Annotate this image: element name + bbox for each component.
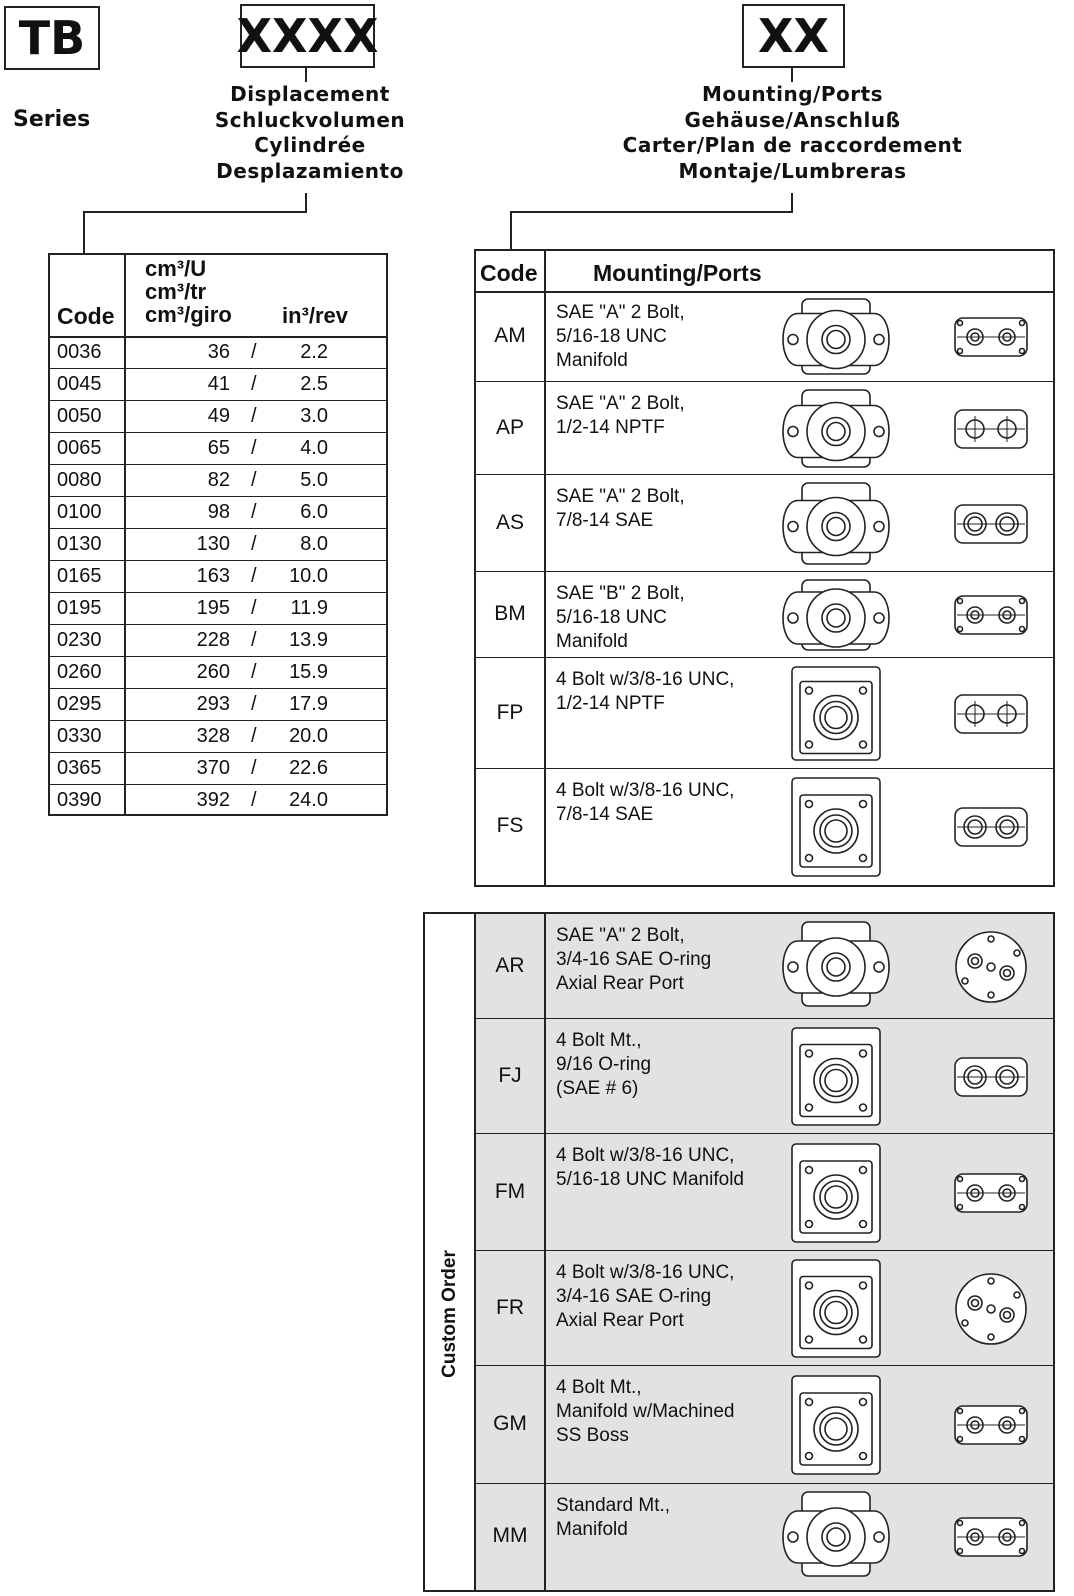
axial-port-icon	[951, 1273, 1031, 1345]
row-separator: /	[251, 789, 257, 811]
table-row	[50, 624, 386, 657]
row-code: 0230	[57, 629, 102, 651]
table-row	[476, 475, 1053, 572]
description-line: SAE "A" 2 Bolt,	[556, 302, 685, 323]
description-line: Standard Mt.,	[556, 1495, 671, 1516]
row-code: 0365	[57, 757, 102, 779]
displacement-table	[48, 253, 388, 816]
row-in3: 24.0	[289, 789, 328, 811]
port-plate-icon	[951, 1054, 1031, 1100]
row-separator: /	[251, 341, 257, 363]
description-line: Axial Rear Port	[556, 1310, 684, 1331]
port-plate-icon	[951, 406, 1031, 452]
port-plate-icon	[951, 1170, 1031, 1216]
table-row	[50, 560, 386, 593]
row-code: AS	[495, 510, 524, 534]
row-cm3: 130	[196, 533, 230, 555]
description-line: 4 Bolt w/3/8-16 UNC,	[556, 1145, 735, 1166]
table-row	[50, 528, 386, 561]
row-description	[556, 1029, 651, 1101]
connector-line	[791, 66, 793, 82]
description-line: 3/4-16 SAE O-ring	[556, 1286, 712, 1307]
row-code: 0050	[57, 405, 102, 427]
description-line: Axial Rear Port	[556, 973, 684, 994]
row-code: 0100	[57, 501, 102, 523]
table-row	[50, 656, 386, 689]
row-code: 0390	[57, 789, 102, 811]
connector-line	[305, 193, 307, 213]
row-code: 0260	[57, 661, 102, 683]
displacement-code-box	[236, 4, 379, 68]
port-plate-icon	[951, 314, 1031, 360]
row-in3: 5.0	[300, 469, 328, 491]
row-separator: /	[251, 405, 257, 427]
table-row	[476, 1251, 1053, 1366]
row-cm3: 41	[207, 373, 230, 395]
description-line: 5/16-18 UNC	[556, 326, 667, 347]
row-code: MM	[492, 1524, 528, 1547]
header-metric	[145, 257, 232, 326]
custom-order-table	[476, 914, 1053, 1590]
row-in3: 22.6	[289, 757, 328, 779]
mounting-caption	[620, 82, 965, 184]
row-cm3: 49	[207, 405, 230, 427]
connector-line	[510, 211, 793, 213]
description-line: Manifold w/Machined	[556, 1401, 735, 1422]
port-plate-icon	[951, 592, 1031, 638]
table-row	[50, 336, 386, 369]
description-line: 7/8-14 SAE	[556, 510, 654, 531]
row-description	[556, 1494, 670, 1542]
header-code: Code	[480, 260, 538, 286]
table-row	[476, 769, 1053, 885]
table-row	[50, 752, 386, 785]
row-in3: 11.9	[290, 597, 328, 619]
row-description	[556, 485, 685, 533]
description-line: Manifold	[556, 631, 628, 652]
port-plate-icon	[951, 1402, 1031, 1448]
row-in3: 13.9	[289, 629, 328, 651]
description-line: SS Boss	[556, 1425, 629, 1446]
table-row	[476, 914, 1053, 1019]
two-bolt-flange-icon	[776, 387, 896, 470]
row-description	[556, 582, 685, 654]
table-row	[50, 592, 386, 625]
row-separator: /	[251, 533, 257, 555]
row-cm3: 36	[207, 341, 230, 363]
description-line: 1/2-14 NPTF	[556, 693, 665, 714]
row-separator: /	[251, 501, 257, 523]
mounting-code-box	[742, 4, 845, 68]
connector-line	[305, 66, 307, 82]
row-code: 0295	[57, 693, 102, 715]
port-plate-icon	[951, 1514, 1031, 1560]
row-description	[556, 1144, 744, 1192]
row-in3: 2.5	[300, 373, 328, 395]
row-code: AP	[495, 415, 524, 439]
table-row	[476, 1019, 1053, 1134]
row-code: FJ	[498, 1063, 522, 1087]
row-cm3: 370	[196, 757, 230, 779]
description-line: 4 Bolt w/3/8-16 UNC,	[556, 1262, 735, 1283]
table-row	[476, 382, 1053, 475]
port-plate-icon	[951, 691, 1031, 737]
table-row	[476, 291, 1053, 382]
row-code: 0065	[57, 437, 102, 459]
series-code-box	[4, 6, 100, 70]
row-cm3: 260	[196, 661, 230, 683]
description-line: 5/16-18 UNC	[556, 607, 667, 628]
row-separator: /	[251, 725, 257, 747]
table-row	[50, 784, 386, 816]
two-bolt-flange-icon	[776, 919, 896, 1009]
description-line: Manifold	[556, 1519, 628, 1540]
row-separator: /	[251, 597, 257, 619]
row-code: 0165	[57, 565, 102, 587]
description-line: SAE "B" 2 Bolt,	[556, 583, 685, 604]
caption-line: Desplazamiento	[216, 158, 404, 183]
row-description	[556, 924, 711, 996]
row-cm3: 293	[196, 693, 230, 715]
header-metric-line: cm³/tr	[145, 279, 207, 304]
row-description	[556, 301, 685, 373]
row-code: GM	[493, 1412, 527, 1435]
row-in3: 17.9	[289, 693, 328, 715]
series-label: Series	[13, 107, 91, 132]
row-cm3: 82	[207, 469, 230, 491]
row-separator: /	[251, 565, 257, 587]
row-code: 0036	[57, 341, 102, 363]
description-line: 4 Bolt Mt.,	[556, 1030, 642, 1051]
row-code: AM	[494, 323, 526, 347]
row-separator: /	[251, 373, 257, 395]
row-code: 0045	[57, 373, 102, 395]
connector-line	[791, 193, 793, 213]
caption-line: Montaje/Lumbreras	[678, 158, 907, 183]
row-description	[556, 779, 734, 827]
row-cm3: 228	[196, 629, 230, 651]
two-bolt-flange-icon	[776, 577, 896, 653]
displacement-caption	[190, 82, 430, 184]
header-metric-line: cm³/giro	[145, 302, 232, 327]
header-mounting: Mounting/Ports	[593, 260, 762, 286]
description-line: 4 Bolt Mt.,	[556, 1377, 642, 1398]
four-bolt-flange-icon	[776, 663, 896, 764]
description-line: 9/16 O-ring	[556, 1054, 652, 1075]
row-code: AR	[495, 953, 525, 977]
header-imperial: in³/rev	[282, 303, 349, 328]
displacement-code: XXXX	[236, 9, 379, 63]
two-bolt-flange-icon	[776, 296, 896, 377]
four-bolt-flange-icon	[776, 774, 896, 880]
table-row	[50, 368, 386, 401]
row-cm3: 65	[207, 437, 230, 459]
table-header	[476, 251, 1053, 293]
row-description	[556, 1261, 734, 1333]
header-code: Code	[57, 303, 115, 329]
row-cm3: 98	[207, 501, 230, 523]
description-line: Manifold	[556, 350, 628, 371]
description-line: SAE "A" 2 Bolt,	[556, 925, 685, 946]
mounting-code: XX	[758, 9, 829, 63]
table-header	[50, 255, 386, 338]
description-line: 4 Bolt w/3/8-16 UNC,	[556, 780, 735, 801]
row-in3: 10.0	[289, 565, 328, 587]
row-code: 0330	[57, 725, 102, 747]
caption-line: Schluckvolumen	[214, 107, 406, 132]
description-line: 7/8-14 SAE	[556, 804, 654, 825]
row-code: 0130	[57, 533, 102, 555]
two-bolt-flange-icon	[776, 480, 896, 567]
row-separator: /	[251, 437, 257, 459]
connector-line	[83, 211, 85, 253]
row-in3: 20.0	[289, 725, 328, 747]
row-description	[556, 668, 734, 716]
row-code: BM	[494, 602, 526, 625]
row-code: 0195	[57, 597, 102, 619]
port-plate-icon	[951, 804, 1031, 850]
row-cm3: 392	[196, 789, 230, 811]
header-metric-line: cm³/U	[145, 256, 207, 281]
table-row	[476, 1366, 1053, 1484]
four-bolt-flange-icon	[776, 1024, 896, 1129]
row-cm3: 163	[196, 565, 230, 587]
description-line: SAE "A" 2 Bolt,	[556, 393, 685, 414]
row-description	[556, 1376, 734, 1448]
row-code: 0080	[57, 469, 102, 491]
row-in3: 2.2	[300, 341, 328, 363]
table-row	[50, 432, 386, 465]
row-separator: /	[251, 661, 257, 683]
row-cm3: 195	[196, 597, 230, 619]
axial-port-icon	[951, 931, 1031, 1003]
row-in3: 8.0	[300, 533, 328, 555]
row-separator: /	[251, 469, 257, 491]
description-line: 3/4-16 SAE O-ring	[556, 949, 712, 970]
caption-line: Carter/Plan de raccordement	[622, 133, 963, 157]
caption-line: Cylindrée	[254, 133, 366, 157]
table-row	[50, 688, 386, 721]
connector-line	[83, 211, 307, 213]
row-in3: 3.0	[300, 405, 328, 427]
table-row	[476, 658, 1053, 769]
row-separator: /	[251, 693, 257, 715]
description-line: (SAE # 6)	[556, 1078, 639, 1099]
table-row	[50, 400, 386, 433]
description-line: 4 Bolt w/3/8-16 UNC,	[556, 669, 735, 690]
row-in3: 4.0	[300, 437, 328, 459]
caption-line: Displacement	[230, 82, 390, 106]
port-plate-icon	[951, 501, 1031, 547]
series-code: TB	[18, 11, 86, 65]
caption-line: Mounting/Ports	[701, 82, 884, 106]
table-row	[476, 1484, 1053, 1590]
table-row	[50, 496, 386, 529]
table-row	[476, 572, 1053, 658]
four-bolt-flange-icon	[776, 1256, 896, 1361]
table-row	[50, 720, 386, 753]
description-line: 5/16-18 UNC Manifold	[556, 1169, 744, 1190]
custom-order-frame	[423, 912, 1055, 1592]
four-bolt-flange-icon	[776, 1372, 896, 1478]
mounting-table	[474, 249, 1055, 887]
description-line: 1/2-14 NPTF	[556, 417, 665, 438]
four-bolt-flange-icon	[776, 1140, 896, 1246]
row-code: FS	[496, 814, 524, 837]
custom-order-side	[425, 914, 476, 1590]
row-in3: 6.0	[300, 501, 328, 523]
row-code: FM	[494, 1179, 526, 1203]
row-code: FR	[496, 1295, 524, 1319]
table-row	[476, 1134, 1053, 1251]
row-separator: /	[251, 757, 257, 779]
row-code: FP	[496, 700, 524, 724]
row-separator: /	[251, 629, 257, 651]
custom-order-label: Custom Order	[439, 1250, 460, 1378]
description-line: SAE "A" 2 Bolt,	[556, 486, 685, 507]
table-row	[50, 464, 386, 497]
row-cm3: 328	[196, 725, 230, 747]
row-in3: 15.9	[289, 661, 328, 683]
two-bolt-flange-icon	[776, 1489, 896, 1579]
connector-line	[510, 211, 512, 249]
row-description	[556, 392, 685, 440]
caption-line: Gehäuse/Anschluß	[684, 107, 901, 132]
